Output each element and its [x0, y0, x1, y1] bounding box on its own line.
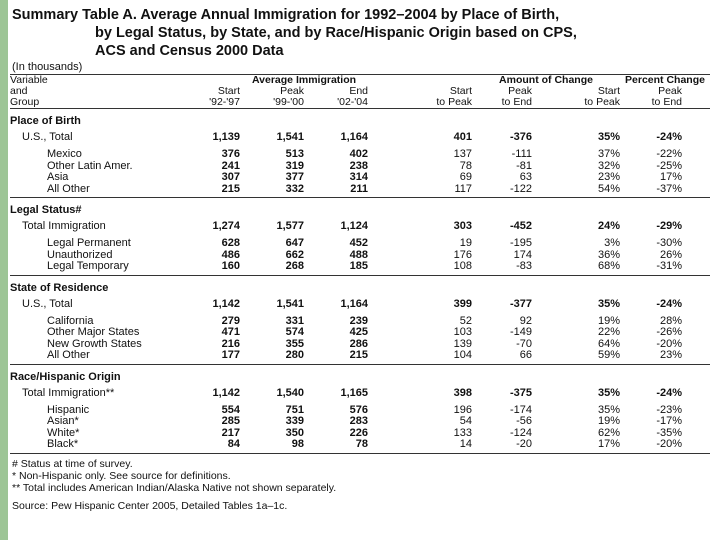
cell-value: 286 — [349, 337, 368, 350]
table-row — [10, 238, 710, 250]
cell-value: 19 — [459, 237, 472, 249]
cell-value: 52 — [459, 314, 472, 327]
total-row — [10, 298, 710, 316]
row-label: New Growth States — [47, 337, 142, 350]
cell-value: 19% — [597, 314, 620, 327]
table-row — [10, 350, 710, 362]
cell-value: 22% — [597, 326, 620, 338]
cell-value: -70 — [516, 337, 532, 350]
section-spacer — [10, 451, 710, 454]
cell-value: -376 — [509, 131, 532, 143]
cell-value: -375 — [509, 386, 532, 399]
cell-value: 103 — [453, 326, 472, 338]
row-label: Total Immigration** — [22, 386, 115, 399]
cell-value: 59% — [597, 349, 620, 361]
cell-value: 19% — [597, 415, 620, 427]
cell-value: 401 — [453, 131, 472, 143]
row-label: All Other — [47, 349, 90, 361]
table-row — [10, 327, 710, 339]
cell-value: 1,142 — [212, 386, 240, 399]
row-label: Legal Permanent — [47, 237, 131, 249]
cell-value: 377 — [285, 171, 304, 183]
cell-value: 238 — [349, 159, 368, 172]
table-row — [10, 184, 710, 196]
row-label: Mexico — [47, 148, 82, 160]
cell-value: 35% — [597, 386, 620, 399]
cell-value: 63 — [519, 171, 532, 183]
cell-value: 402 — [349, 148, 368, 160]
cell-value: 78 — [355, 438, 368, 450]
cell-value: -56 — [516, 415, 532, 427]
cell-value: 319 — [285, 159, 304, 172]
cell-value: 628 — [221, 237, 240, 249]
footnote-total-includes: ** Total includes American Indian/Alaska Native not shown separately. — [12, 481, 337, 494]
cell-value: -26% — [656, 326, 682, 338]
footnote-status: # Status at time of survey. — [12, 457, 133, 470]
cell-value: 66 — [519, 349, 532, 361]
cell-value: -35% — [656, 426, 682, 439]
cell-value: 332 — [285, 182, 304, 195]
cell-value: 576 — [349, 403, 368, 416]
cell-value: 211 — [350, 182, 368, 195]
table-row — [10, 416, 710, 428]
cell-value: 17% — [659, 171, 682, 183]
table-row — [10, 172, 710, 184]
cell-value: -24% — [656, 131, 682, 143]
cell-value: 54% — [597, 182, 620, 195]
table-row — [10, 149, 710, 161]
cell-value: 471 — [221, 326, 240, 338]
cell-value: 574 — [285, 326, 304, 338]
header-end-years: '02-'04 — [304, 97, 368, 109]
cell-value: 54 — [459, 415, 472, 427]
immigration-table — [10, 74, 710, 454]
row-label: Other Major States — [47, 326, 140, 338]
cell-value: 64% — [597, 337, 620, 350]
row-label: Hispanic — [47, 403, 90, 416]
cell-value: -452 — [509, 220, 532, 232]
row-label: Legal Temporary — [47, 260, 129, 272]
cell-value: -24% — [656, 297, 682, 310]
total-row — [10, 387, 710, 405]
cell-value: 647 — [285, 237, 304, 249]
cell-value: 14 — [459, 438, 472, 450]
summary-document — [10, 6, 710, 512]
row-label: Asia — [47, 171, 69, 183]
cell-value: -24% — [656, 386, 682, 399]
cell-value: 1,541 — [276, 297, 304, 310]
header-amount-to-peak: to Peak — [368, 97, 472, 109]
header-pct-to-peak: to Peak — [532, 97, 620, 109]
cell-value: 285 — [221, 415, 240, 427]
cell-value: 32% — [597, 159, 620, 172]
header-start-years: '92-'97 — [188, 97, 240, 109]
cell-value: 307 — [221, 171, 240, 183]
header-peak-years: '99-'00 — [240, 97, 304, 109]
cell-value: 1,142 — [212, 297, 240, 310]
cell-value: -17% — [656, 415, 682, 427]
cell-value: -111 — [511, 148, 532, 160]
row-label: U.S., Total — [22, 131, 73, 143]
cell-value: 176 — [453, 248, 472, 261]
unit-note: (In thousands) — [12, 61, 83, 73]
title-line-2: by Legal Status, by State, and by Race/Hispanic Origin based on CPS, — [95, 25, 577, 41]
cell-value: 185 — [349, 260, 368, 272]
cell-value: -377 — [509, 297, 532, 310]
cell-value: 196 — [453, 403, 472, 416]
cell-value: 241 — [221, 159, 240, 172]
cell-value: -174 — [509, 403, 532, 416]
table-row — [10, 439, 710, 451]
header-amount-to-end: to End — [472, 97, 532, 109]
left-accent-strip — [0, 0, 8, 540]
cell-value: 513 — [285, 148, 304, 160]
cell-value: 92 — [519, 314, 532, 327]
table-row — [10, 261, 710, 273]
header-pct-to-end: to End — [620, 97, 682, 109]
cell-value: 751 — [285, 403, 304, 416]
header-amount-of-change: Amount of Change — [472, 75, 620, 87]
header-and: and — [10, 85, 28, 97]
cell-value: 662 — [285, 248, 304, 261]
total-row — [10, 220, 710, 238]
cell-value: 137 — [453, 148, 472, 160]
cell-value: 98 — [291, 438, 304, 450]
cell-value: 376 — [221, 148, 240, 160]
cell-value: -20% — [656, 337, 682, 350]
cell-value: 1,541 — [276, 131, 304, 143]
cell-value: 28% — [659, 314, 682, 327]
cell-value: 117 — [454, 182, 472, 195]
cell-value: -20 — [516, 438, 532, 450]
cell-value: 24% — [597, 220, 620, 232]
cell-value: 399 — [453, 297, 472, 310]
cell-value: 35% — [597, 403, 620, 416]
cell-value: 1,164 — [340, 297, 368, 310]
cell-value: 268 — [285, 260, 304, 272]
cell-value: 398 — [453, 386, 472, 399]
total-row — [10, 131, 710, 149]
table-title — [12, 6, 710, 60]
cell-value: 303 — [453, 220, 472, 232]
cell-value: 452 — [349, 237, 368, 249]
cell-value: 104 — [453, 349, 472, 361]
cell-value: 133 — [453, 426, 472, 439]
row-label: California — [47, 314, 94, 327]
cell-value: 17% — [597, 438, 620, 450]
header-variable: Variable — [10, 75, 188, 87]
cell-value: -149 — [509, 326, 532, 338]
cell-value: -25% — [656, 159, 682, 172]
cell-value: 350 — [285, 426, 304, 439]
cell-value: -23% — [656, 403, 682, 416]
row-label: Black* — [47, 438, 79, 450]
cell-value: 339 — [285, 415, 304, 427]
cell-value: -37% — [656, 182, 682, 195]
cell-value: -83 — [516, 260, 532, 272]
section-title: State of Residence — [10, 275, 710, 298]
header-peak: Peak — [280, 85, 304, 97]
cell-value: 1,540 — [276, 386, 304, 399]
row-label: Asian* — [47, 415, 79, 427]
header-amount-peak: Peak — [508, 85, 532, 97]
cell-value: 36% — [597, 248, 620, 261]
header-pct-peak: Peak — [658, 85, 682, 97]
header-amount-start: Start — [449, 85, 472, 97]
cell-value: 217 — [221, 426, 240, 439]
cell-value: 23% — [659, 349, 682, 361]
header-row-3 — [10, 97, 710, 109]
table-body — [10, 75, 710, 454]
cell-value: 1,577 — [276, 220, 304, 232]
cell-value: 35% — [597, 297, 620, 310]
header-start: Start — [217, 85, 240, 97]
cell-value: 280 — [285, 349, 304, 361]
cell-value: 488 — [349, 248, 368, 261]
cell-value: 554 — [221, 403, 240, 416]
cell-value: 35% — [597, 131, 620, 143]
cell-value: -195 — [509, 237, 532, 249]
title-line-3: ACS and Census 2000 Data — [95, 43, 284, 59]
cell-value: -30% — [656, 237, 682, 249]
cell-value: 1,274 — [212, 220, 240, 232]
title-line-1: Summary Table A. Average Annual Immigration for 1992–2004 by Place of Birth, — [12, 7, 560, 23]
cell-value: 239 — [349, 314, 368, 327]
cell-value: 1,164 — [340, 131, 368, 143]
section-header — [10, 109, 710, 132]
footnote-non-hispanic: * Non-Hispanic only. See source for definitions. — [12, 469, 231, 482]
cell-value: 177 — [221, 349, 240, 361]
cell-value: 355 — [285, 337, 304, 350]
cell-value: 26% — [659, 248, 682, 261]
header-end: End — [349, 85, 368, 97]
cell-value: 160 — [221, 260, 240, 272]
cell-value: 84 — [227, 438, 240, 450]
cell-value: -20% — [656, 438, 682, 450]
cell-value: 108 — [453, 260, 472, 272]
cell-value: -29% — [656, 220, 682, 232]
cell-value: -81 — [516, 159, 532, 172]
header-group: Group — [10, 97, 188, 109]
row-label: Other Latin Amer. — [47, 159, 133, 172]
header-pct-start: Start — [597, 85, 620, 97]
header-percent-change: Percent Change — [620, 75, 710, 87]
cell-value: -122 — [509, 182, 532, 195]
cell-value: -22% — [656, 148, 682, 160]
cell-value: 314 — [349, 171, 368, 183]
cell-value: 215 — [221, 182, 240, 195]
section-title: Place of Birth — [10, 115, 81, 127]
cell-value: 331 — [285, 314, 304, 327]
cell-value: 226 — [349, 426, 368, 439]
section-header — [10, 364, 710, 387]
header-average-immigration: Average Immigration — [240, 75, 368, 87]
row-label: White* — [47, 426, 80, 439]
row-label: Total Immigration — [22, 220, 106, 232]
cell-value: 174 — [513, 248, 532, 261]
cell-value: 1,139 — [212, 131, 240, 143]
cell-value: 37% — [597, 148, 620, 160]
cell-value: 23% — [597, 171, 620, 183]
cell-value: 216 — [221, 337, 240, 350]
cell-value: -124 — [509, 426, 532, 439]
section-header — [10, 198, 710, 221]
source-note: Source: Pew Hispanic Center 2005, Detailed Tables 1a–1c. — [12, 499, 288, 512]
cell-value: 486 — [221, 248, 240, 261]
cell-value: 62% — [597, 426, 620, 439]
cell-value: 68% — [597, 260, 620, 272]
cell-value: 78 — [459, 159, 472, 172]
cell-value: 139 — [453, 337, 472, 350]
cell-value: 1,165 — [340, 386, 368, 399]
cell-value: 279 — [221, 314, 240, 327]
section-header — [10, 275, 710, 298]
section-title: Legal Status# — [10, 198, 710, 221]
cell-value: -31% — [656, 260, 682, 272]
cell-value: 3% — [604, 237, 620, 249]
cell-value: 215 — [349, 349, 368, 361]
footnotes — [12, 458, 710, 494]
section-title: Race/Hispanic Origin — [10, 364, 710, 387]
row-label: Unauthorized — [47, 248, 113, 261]
cell-value: 283 — [349, 415, 368, 427]
row-label: All Other — [47, 182, 90, 195]
row-label: U.S., Total — [22, 297, 73, 310]
cell-value: 69 — [459, 171, 472, 183]
cell-value: 1,124 — [340, 220, 368, 232]
cell-value: 425 — [349, 326, 368, 338]
